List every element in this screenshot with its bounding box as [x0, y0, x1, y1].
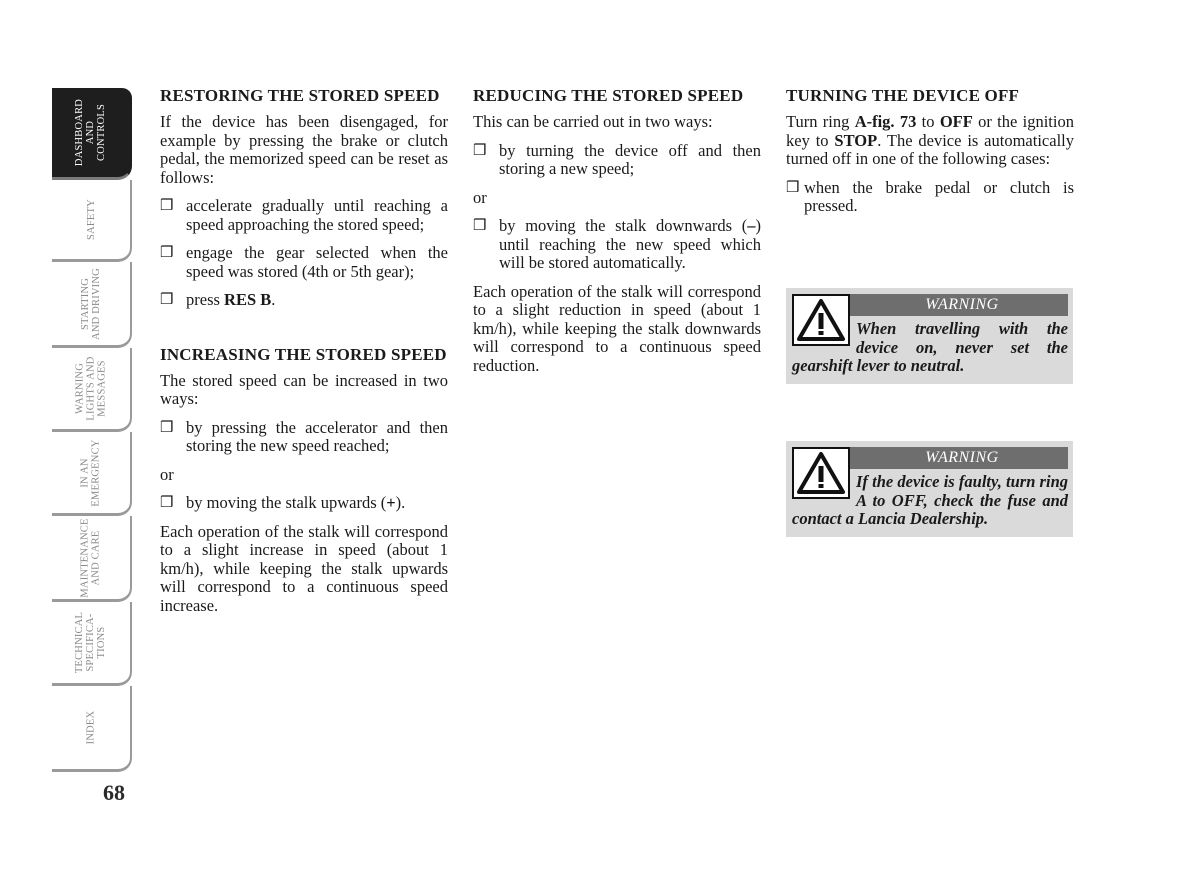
tab-starting-and-driving[interactable] — [52, 262, 132, 348]
checkbox-bullet-icon: ❒ — [160, 419, 174, 436]
checkbox-bullet-icon: ❒ — [160, 495, 174, 511]
warning-box — [786, 441, 1073, 537]
checkbox-bullet-icon: ❒ — [473, 142, 487, 159]
warning-title: WARNING — [792, 447, 1068, 469]
page-number: 68 — [103, 780, 125, 805]
list-item: ❒ by turning the device off and then storing a new speed; — [473, 140, 761, 178]
list-item: ❒ by moving the stalk upwards (+). — [160, 493, 406, 512]
tab-warning-lights[interactable] — [52, 348, 132, 432]
warning-text: If the device is faulty, turn ring A to OFF, check the fuse and contact a Lancia Dealership. — [792, 472, 1068, 528]
paragraph: The stored speed can be increased in two ways: — [160, 370, 448, 408]
column-3 — [786, 85, 1074, 226]
checkbox-bullet-icon: ❒ — [160, 292, 174, 308]
tab-label: TECHNICAL SPECIFICA- TIONS — [74, 611, 108, 674]
checkbox-bullet-icon: ❒ — [160, 245, 174, 261]
tab-label: MAINTENANCE AND CARE — [80, 517, 103, 598]
warning-triangle-icon — [792, 447, 850, 499]
tab-dashboard-and-controls[interactable] — [52, 88, 132, 180]
tab-label: DASHBOARD AND CONTROLS — [74, 98, 108, 167]
checkbox-bullet-icon: ❒ — [473, 218, 487, 234]
tab-label: SAFETY — [85, 199, 97, 240]
section-heading: REDUCING THE STORED SPEED — [473, 86, 744, 105]
list-item: ❒ accelerate gradually until reaching a speed approaching the stored speed; — [160, 196, 448, 234]
tab-in-an-emergency[interactable] — [52, 432, 132, 516]
tab-label: INDEX — [85, 710, 97, 745]
paragraph: Each operation of the stalk will correspond to a slight reduction in speed (about 1 km/h), while keeping the stalk downwards will correspond to a continuous speed reduction. — [473, 281, 761, 375]
list-item: ❒ when the brake pedal or clutch is pressed. — [786, 177, 1074, 215]
paragraph-or: or — [473, 187, 487, 207]
column-1 — [160, 85, 448, 625]
section-heading: TURNING THE DEVICE OFF — [786, 86, 1020, 105]
warning-title: WARNING — [792, 294, 1068, 316]
tab-maintenance[interactable] — [52, 516, 132, 602]
tab-label: WARNING LIGHTS AND MESSAGES — [74, 356, 108, 421]
list-item: ❒ press RES B. — [160, 290, 276, 309]
checkbox-bullet-icon: ❒ — [786, 179, 800, 196]
warning-text: When travelling with the device on, never set the gearshift lever to neutral. — [792, 319, 1068, 375]
warning-triangle-icon — [792, 294, 850, 346]
list-item: ❒ engage the gear selected when the speed was stored (4th or 5th gear); — [160, 243, 448, 281]
checkbox-bullet-icon: ❒ — [160, 198, 174, 214]
paragraph: If the device has been disengaged, for example by pressing the brake or clutch pedal, the memorized speed can be reset as follows: — [160, 112, 448, 187]
section-heading: RESTORING THE STORED SPEED — [160, 86, 440, 105]
tab-label: STARTING AND DRIVING — [80, 267, 102, 340]
column-2 — [473, 85, 761, 385]
section-heading: INCREASING THE STORED SPEED — [160, 344, 447, 364]
list-item: ❒ by moving the stalk downwards (–) until reaching the new speed which will be stored automatically. — [473, 216, 761, 272]
paragraph-or: or — [160, 464, 174, 484]
tab-safety[interactable] — [52, 180, 132, 262]
paragraph: This can be carried out in two ways: — [473, 112, 713, 131]
tab-index[interactable] — [52, 686, 132, 772]
paragraph: Each operation of the stalk will correspond to a slight increase in speed (about 1 km/h), while keeping the stalk upwards will correspond to a continuous speed increase. — [160, 521, 448, 615]
tab-technical-specifications[interactable] — [52, 602, 132, 686]
tab-label: IN AN EMERGENCY — [79, 438, 102, 507]
warning-box — [786, 288, 1073, 384]
paragraph: Turn ring A-fig. 73 to OFF or the ignition key to STOP. The device is automatically turned off in one of the following cases: — [786, 112, 1074, 168]
list-item: ❒ by pressing the accelerator and then storing the new speed reached; — [160, 417, 448, 455]
